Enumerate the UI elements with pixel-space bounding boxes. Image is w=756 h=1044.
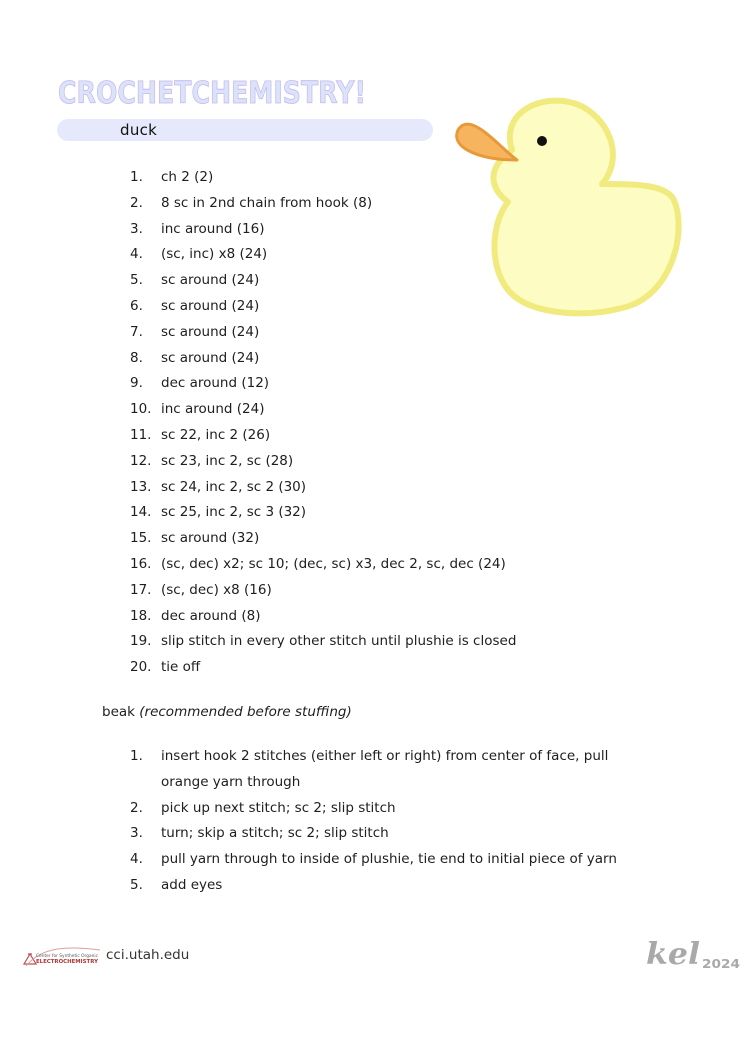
list-item: 9. dec around (12) xyxy=(130,375,270,392)
section-title: duck xyxy=(120,121,158,139)
beak-heading-note: (recommended before stuffing) xyxy=(139,704,352,720)
beak-heading xyxy=(102,702,352,722)
list-item: 3. inc around (16) xyxy=(130,220,265,237)
list-item: 5. add eyes xyxy=(130,876,223,893)
artist-signature xyxy=(646,936,742,974)
footer-url: cci.utah.edu xyxy=(106,947,190,963)
list-item: 18. dec around (8) xyxy=(130,607,261,624)
logo-line-2: ELECTROCHEMISTRY xyxy=(36,959,99,965)
section-header-bar xyxy=(57,119,433,141)
list-item: 3. turn; skip a stitch; sc 2; slip stitch xyxy=(130,825,389,842)
crochet-chemistry-logo xyxy=(58,66,378,114)
logo-line-1: Center for Synthetic Organic xyxy=(36,953,98,958)
list-item: 15. sc around (32) xyxy=(130,530,260,547)
list-item: 1. ch 2 (2) xyxy=(130,169,214,185)
list-item: 7. sc around (24) xyxy=(130,323,260,340)
list-item: 2. pick up next stitch; sc 2; slip stitch xyxy=(130,799,396,816)
list-item: 6. sc around (24) xyxy=(130,297,260,314)
beak-instructions-list xyxy=(130,744,621,899)
electrochemistry-center-logo xyxy=(22,942,102,970)
list-item: 4. pull yarn through to inside of plushie, tie end to initial piece of yarn xyxy=(130,851,617,868)
list-item: 2. 8 sc in 2nd chain from hook (8) xyxy=(130,194,373,211)
list-item: 14. sc 25, inc 2, sc 3 (32) xyxy=(130,504,307,521)
beak-heading-label: beak xyxy=(102,704,135,720)
list-item: 16. (sc, dec) x2; sc 10; (dec, sc) x3, dec 2, sc, dec (24) xyxy=(130,555,506,572)
duck-eye xyxy=(537,136,547,146)
list-item: 19. slip stitch in every other stitch until plushie is closed xyxy=(130,633,517,650)
list-item: 13. sc 24, inc 2, sc 2 (30) xyxy=(130,478,307,495)
duck-instructions-list xyxy=(130,165,516,681)
logo-flask-icon xyxy=(24,954,36,964)
signature-initials: kel xyxy=(646,937,700,972)
logo-text: CROCHETCHEMISTRY! xyxy=(58,76,366,111)
list-item: 11. sc 22, inc 2 (26) xyxy=(130,426,271,443)
list-item: 4. (sc, inc) x8 (24) xyxy=(130,246,268,263)
list-item: 17. (sc, dec) x8 (16) xyxy=(130,581,272,598)
list-item: 12. sc 23, inc 2, sc (28) xyxy=(130,452,294,469)
list-item: 5. sc around (24) xyxy=(130,272,260,289)
signature-year: 2024 xyxy=(702,957,740,971)
duck-body xyxy=(493,101,678,314)
list-item: 1. insert hook 2 stitches (either left or right) from center of face, pull orange yarn through xyxy=(130,748,609,790)
list-item: 20. tie off xyxy=(130,659,201,676)
list-item: 10. inc around (24) xyxy=(130,401,265,418)
list-item: 8. sc around (24) xyxy=(130,349,260,366)
